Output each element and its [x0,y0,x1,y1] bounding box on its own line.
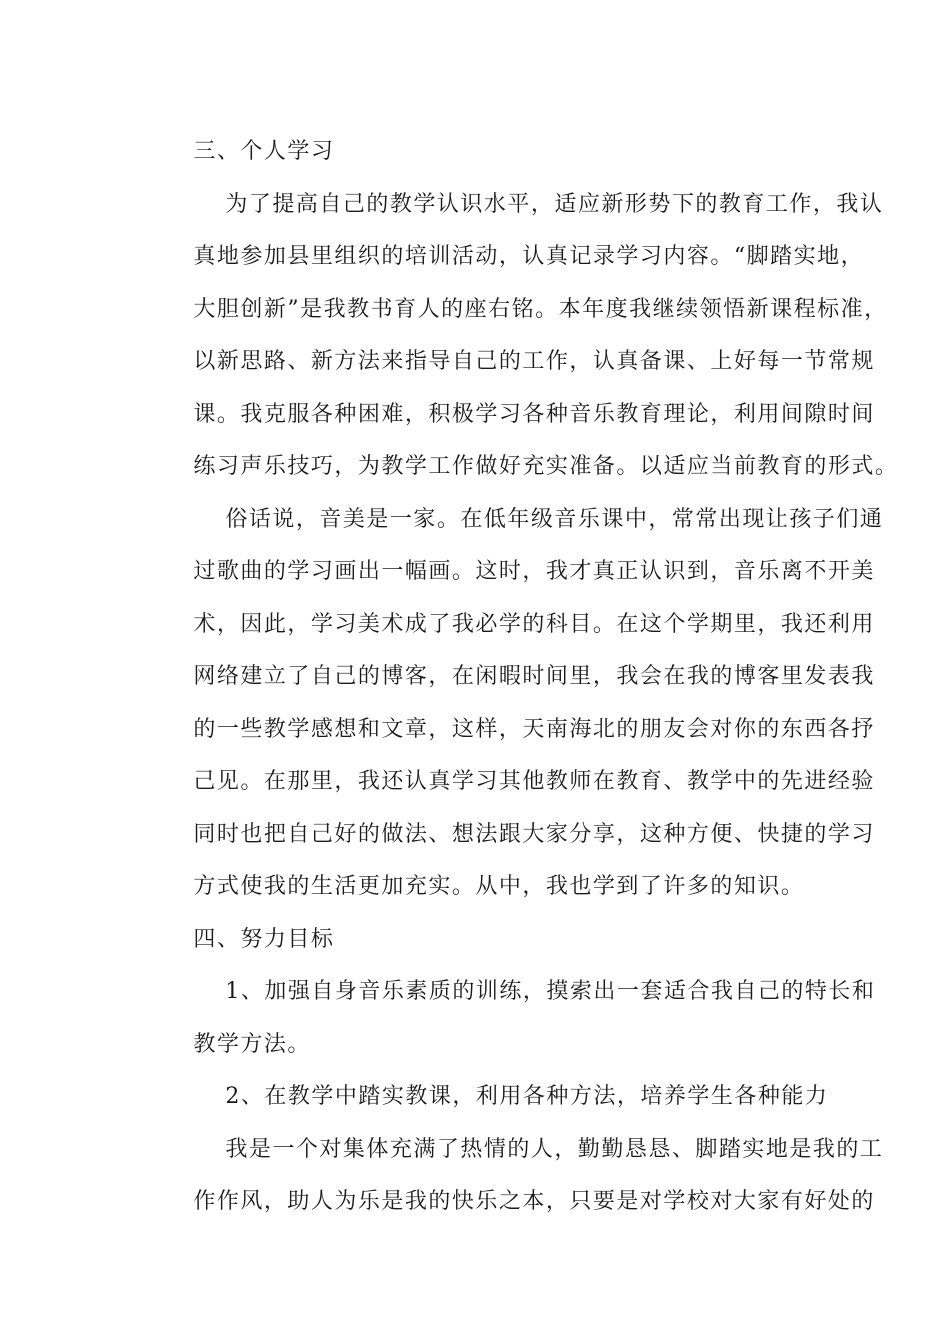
text-line: 同时也把自己好的做法、想法跟大家分享，这种方便、快捷的学习 [193,821,875,847]
text-line: 以新思路、新方法来指导自己的工作，认真备课、上好每一节常规 [193,349,875,374]
text-line: 过歌曲的学习画出一幅画。这时，我才真正认识到，音乐离不开美 [193,559,875,584]
text-line: 术，因此，学习美术成了我必学的科目。在这个学期里，我还利用 [193,611,875,637]
text-line: 我是一个对集体充满了热情的人，勤勤恳恳、脚踏实地是我的工 [225,1136,884,1162]
document-body [145,126,899,1229]
text-line: 作作风，助人为乐是我的快乐之本，只要是对学校对大家有好处的 [193,1189,875,1214]
paragraph-goal-2 [145,1071,829,1124]
text-line: 俗话说，音美是一家。在低年级音乐课中，常常出现让孩子们通 [225,506,884,532]
text-line: 教学方法。 [193,1031,311,1057]
text-line: 的一些教学感想和文章，这样，天南海北的朋友会对你的东西各抒 [193,716,875,742]
text-line: 三、个人学习 [193,139,335,164]
text-line: 四、努力目标 [193,926,335,952]
text-line: 方式使我的生活更加充实。从中，我也学到了许多的知识。 [193,874,805,899]
text-line: 2、在教学中踏实教课，利用各种方法，培养学生各种能力 [225,1084,829,1109]
text-line: 真地参加县里组织的培训活动，认真记录学习内容。“脚踏实地， [193,244,865,269]
text-line: 己见。在那里，我还认真学习其他教师在教育、教学中的先进经验 [193,769,875,794]
text-line: 练习声乐技巧，为教学工作做好充实准备。以适应当前教育的形式。 [193,454,899,479]
text-line: 大胆创新”是我教书育人的座右铭。本年度我继续领悟新课程标准， [193,296,888,322]
paragraph-goal-1 [145,966,876,1071]
text-line: 为了提高自己的教学认识水平，适应新形势下的教育工作，我认 [225,191,884,217]
paragraph-work-style [145,1124,884,1229]
text-line: 课。我克服各种困难，积极学习各种音乐教育理论，利用间隙时间 [193,401,875,427]
section-heading-goals [145,914,810,967]
paragraph-music-art [145,494,884,914]
paragraph-teaching-level [145,179,899,494]
text-line: 1、加强自身音乐素质的训练，摸索出一套适合我自己的特长和 [225,979,876,1004]
section-heading-personal-study [145,126,810,179]
text-line: 网络建立了自己的博客，在闲暇时间里，我会在我的博客里发表我 [193,664,875,689]
